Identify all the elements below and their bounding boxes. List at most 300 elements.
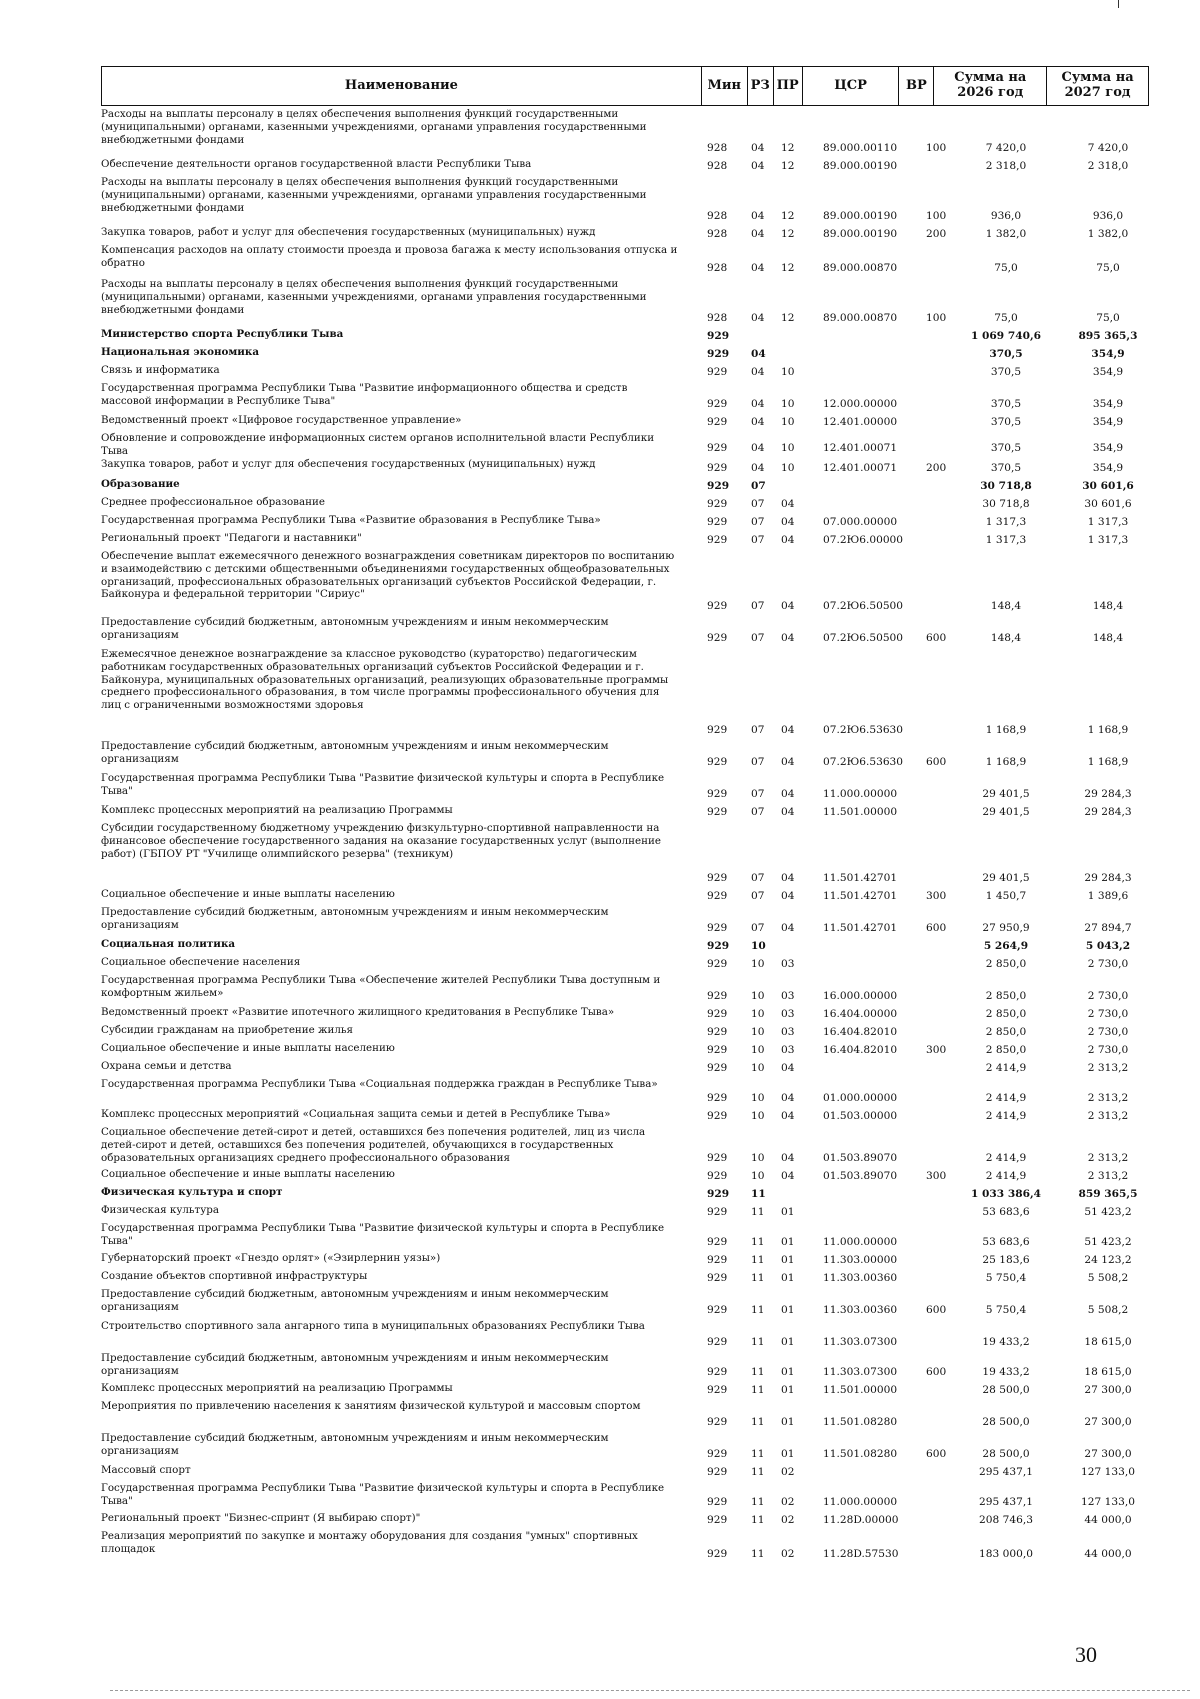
row-min: 929 [707,1110,728,1123]
table-row [101,1318,1149,1350]
row-csr: 11.501.08280 [823,1416,898,1429]
page-number: 30 [1075,1642,1097,1667]
row-min: 929 [707,1336,728,1349]
row-vr: 300 [926,1170,947,1183]
row-sum-2027: 2 730,0 [1087,1026,1129,1039]
row-pr: 01 [781,1336,795,1349]
row-sum-2027: 44 000,0 [1084,1514,1132,1527]
row-rz: 04 [751,210,765,223]
row-vr: 100 [926,312,947,325]
row-sum-2026: 1 382,0 [985,228,1027,241]
row-name: Закупка товаров, работ и услуг для обеспечения государственных (муниципальных) нужд [101,226,596,238]
table-row [101,1480,1149,1510]
row-min: 928 [707,312,728,325]
table-row [101,174,1149,224]
row-sum-2027: 895 365,3 [1078,330,1138,343]
row-csr: 12.401.00071 [823,462,898,475]
row-rz: 07 [751,724,765,737]
row-name: Обеспечение деятельности органов государственной власти Республики Тыва [101,158,532,170]
row-pr: 01 [781,1384,795,1397]
row-sum-2026: 5 750,4 [985,1304,1027,1317]
row-csr: 07.2Ю6.53630 [823,756,904,769]
row-rz: 11 [751,1496,765,1509]
row-sum-2027: 2 313,2 [1087,1110,1129,1123]
row-sum-2026: 1 450,7 [985,890,1027,903]
row-csr: 07.2Ю6.53630 [823,724,904,737]
row-rz: 10 [751,1152,765,1165]
row-min: 929 [707,1188,730,1201]
row-sum-2027: 44 000,0 [1084,1548,1132,1561]
row-min: 929 [707,498,728,511]
table-row [101,530,1149,548]
row-csr: 07.000.00000 [823,516,898,529]
table-row [101,1268,1149,1286]
row-min: 929 [707,1236,728,1249]
row-sum-2026: 53 683,6 [982,1236,1030,1249]
row-rz: 11 [751,1514,765,1527]
row-sum-2027: 1 382,0 [1087,228,1129,241]
row-sum-2027: 27 300,0 [1084,1416,1132,1429]
row-pr: 04 [781,1170,795,1183]
row-sum-2027: 354,9 [1092,366,1124,379]
row-sum-2027: 29 284,3 [1084,872,1132,885]
row-name: Социальная политика [101,938,236,950]
row-min: 929 [707,1026,728,1039]
row-csr: 07.2Ю6.50500 [823,600,904,613]
row-min: 929 [707,872,728,885]
row-rz: 07 [751,498,765,511]
table-row [101,770,1149,802]
row-min: 928 [707,160,728,173]
row-csr: 16.404.82010 [823,1026,898,1039]
row-min: 929 [707,890,728,903]
row-csr: 11.303.00360 [823,1304,898,1317]
row-pr: 10 [781,366,795,379]
table-row [101,802,1149,820]
row-csr: 12.000.00000 [823,398,898,411]
row-rz: 11 [751,1206,765,1219]
row-sum-2027: 354,9 [1092,398,1124,411]
row-min: 929 [707,1008,728,1021]
row-csr: 11.501.42701 [823,890,898,903]
row-min: 929 [707,366,728,379]
row-sum-2027: 75,0 [1096,262,1120,275]
row-sum-2026: 2 414,9 [985,1152,1027,1165]
table-row [101,1350,1149,1380]
row-rz: 04 [751,462,765,475]
row-sum-2027: 859 365,5 [1078,1188,1138,1201]
row-pr: 04 [781,534,795,547]
row-sum-2026: 370,5 [990,366,1022,379]
row-min: 929 [707,958,728,971]
row-name: Связь и информатика [101,364,220,376]
row-name: Министерство спорта Республики Тыва [101,328,344,340]
row-sum-2026: 1 033 386,4 [970,1188,1042,1201]
row-csr: 89.000.00190 [823,210,898,223]
row-name: Ведомственный проект «Цифровое государственное управление» [101,414,462,426]
row-sum-2027: 2 313,2 [1087,1170,1129,1183]
row-pr: 04 [781,922,795,935]
row-sum-2026: 19 433,2 [982,1336,1030,1349]
row-rz: 07 [751,872,765,885]
header-name: Наименование [344,77,458,93]
row-sum-2026: 5 750,4 [985,1272,1027,1285]
row-pr: 04 [781,872,795,885]
table-row [101,1286,1149,1318]
row-name: Предоставление субсидий бюджетным, автономным учреждениям и иным некоммерческим организациям [101,740,609,765]
row-min: 929 [707,724,728,737]
scan-mark [1118,0,1119,8]
row-pr: 04 [781,1062,795,1075]
row-sum-2026: 2 850,0 [985,958,1027,971]
row-rz: 07 [751,480,766,493]
table-row [101,886,1149,904]
row-rz: 11 [751,1188,766,1201]
row-rz: 10 [751,1110,765,1123]
row-sum-2026: 2 850,0 [985,990,1027,1003]
row-name: Расходы на выплаты персоналу в целях обеспечения выполнения функций государственными (муниципальными) органами, казенными учреждениями, органами управления государственными внебюджетными фондами [101,108,647,146]
row-pr: 01 [781,1416,795,1429]
row-min: 929 [707,990,728,1003]
row-pr: 04 [781,1152,795,1165]
row-name: Социальное обеспечение населения [101,956,301,968]
table-row [101,1022,1149,1040]
row-sum-2026: 208 746,3 [979,1514,1033,1527]
row-name: Массовый спорт [101,1464,191,1476]
row-min: 929 [707,1366,728,1379]
row-sum-2027: 29 284,3 [1084,806,1132,819]
row-name: Образование [101,478,180,490]
row-rz: 11 [751,1366,765,1379]
row-name: Социальное обеспечение и иные выплаты населению [101,888,395,900]
row-rz: 11 [751,1416,765,1429]
row-sum-2026: 2 414,9 [985,1092,1027,1105]
table-row [101,614,1149,646]
row-name: Государственная программа Республики Тыва "Развитие физической культуры и спорта в Республике Тыва" [101,772,665,797]
row-pr: 12 [781,262,795,275]
row-sum-2026: 370,5 [990,398,1022,411]
row-pr: 10 [781,462,795,475]
row-sum-2027: 2 313,2 [1087,1062,1129,1075]
table-row [101,1124,1149,1166]
row-sum-2026: 2 414,9 [985,1062,1027,1075]
table-row [101,456,1149,476]
row-pr: 12 [781,228,795,241]
row-sum-2027: 18 615,0 [1084,1366,1132,1379]
row-sum-2026: 2 414,9 [985,1110,1027,1123]
row-pr: 03 [781,1026,795,1039]
table-row [101,954,1149,972]
row-sum-2027: 5 043,2 [1085,940,1131,953]
row-csr: 01.503.00000 [823,1110,898,1123]
row-sum-2026: 2 850,0 [985,1008,1027,1021]
row-name: Ежемесячное денежное вознаграждение за классное руководство (кураторство) педагогическим работникам государственных образовательных организаций субъектов Российской Федерации и г. Байконура, муниципальных образовательных организаций, реализующих образовательные программы среднего профессионального образования, в том числе программы профессионального обучения для лиц с ограниченными возможностями здоровья [101,648,669,712]
row-pr: 04 [781,498,795,511]
row-rz: 07 [751,788,765,801]
row-sum-2026: 7 420,0 [985,142,1027,155]
row-min: 929 [707,1062,728,1075]
table-row [101,904,1149,936]
table-row [101,156,1149,174]
row-min: 929 [707,1548,728,1561]
row-rz: 10 [751,940,766,953]
row-pr: 12 [781,160,795,173]
row-sum-2026: 29 401,5 [982,872,1030,885]
row-rz: 07 [751,516,765,529]
row-name: Создание объектов спортивной инфраструктуры [101,1270,368,1282]
row-pr: 01 [781,1236,795,1249]
row-rz: 11 [751,1466,765,1479]
row-sum-2026: 1 168,9 [985,756,1027,769]
row-csr: 11.000.00000 [823,1236,898,1249]
row-sum-2026: 30 718,8 [982,498,1030,511]
row-sum-2027: 27 300,0 [1084,1384,1132,1397]
row-vr: 200 [926,462,947,475]
row-pr: 04 [781,632,795,645]
row-name: Закупка товаров, работ и услуг для обеспечения государственных (муниципальных) нужд [101,458,596,470]
row-pr: 02 [781,1514,795,1527]
row-rz: 11 [751,1254,765,1267]
row-name: Государственная программа Республики Тыва «Развитие образования в Республике Тыва» [101,514,601,526]
row-csr: 89.000.00190 [823,160,898,173]
row-min: 928 [707,262,728,275]
row-rz: 04 [751,416,765,429]
row-sum-2027: 148,4 [1092,600,1124,613]
row-sum-2026: 370,5 [990,442,1022,455]
row-min: 929 [707,1496,728,1509]
header-sum-2027: Сумма на 2027 год [1046,67,1148,105]
row-name: Национальная экономика [101,346,260,358]
row-name: Предоставление субсидий бюджетным, автономным учреждениям и иным некоммерческим организациям [101,1432,609,1457]
table-row [101,1058,1149,1076]
row-name: Мероприятия по привлечению населения к занятиям физической культурой и массовым спортом [101,1400,641,1412]
row-vr: 600 [926,632,947,645]
row-sum-2026: 295 437,1 [979,1496,1033,1509]
row-sum-2027: 30 601,6 [1084,498,1132,511]
row-rz: 07 [751,600,765,613]
row-sum-2027: 30 601,6 [1082,480,1134,493]
header-vr: ВР [898,67,933,105]
row-sum-2027: 2 730,0 [1087,990,1129,1003]
row-rz: 11 [751,1548,765,1561]
row-min: 928 [707,228,728,241]
table-row [101,1076,1149,1106]
row-sum-2027: 51 423,2 [1084,1206,1132,1219]
row-csr: 01.503.89070 [823,1152,898,1165]
row-pr: 01 [781,1254,795,1267]
table-row [101,1106,1149,1124]
table-row [101,106,1149,156]
table-row [101,1430,1149,1462]
row-vr: 600 [926,1448,947,1461]
row-min: 929 [707,1416,728,1429]
row-pr: 02 [781,1548,795,1561]
row-pr: 04 [781,890,795,903]
row-name: Региональный проект "Педагоги и наставники" [101,532,362,544]
row-name: Физическая культура [101,1204,220,1216]
row-pr: 02 [781,1496,795,1509]
row-csr: 16.404.82010 [823,1044,898,1057]
row-min: 929 [707,806,728,819]
row-name: Обновление и сопровождение информационных систем органов исполнительной власти Республики Тыва [101,432,655,457]
table-row [101,276,1149,326]
row-min: 929 [707,922,728,935]
table-row [101,1398,1149,1430]
row-min: 929 [707,1044,728,1057]
scan-edge [110,1690,1190,1692]
table-row [101,738,1149,770]
row-name: Предоставление субсидий бюджетным, автономным учреждениям и иным некоммерческим организациям [101,1288,609,1313]
row-sum-2027: 2 730,0 [1087,958,1129,971]
row-csr: 11.501.42701 [823,872,898,885]
row-name: Социальное обеспечение и иные выплаты населению [101,1042,395,1054]
row-sum-2027: 354,9 [1091,348,1125,361]
row-sum-2026: 370,5 [990,416,1022,429]
row-name: Губернаторский проект «Гнездо орлят» («Эзирлернин уязы») [101,1252,441,1264]
table-row [101,1166,1149,1184]
row-name: Социальное обеспечение и иные выплаты населению [101,1168,395,1180]
row-sum-2027: 2 313,2 [1087,1092,1129,1105]
table-row [101,1220,1149,1250]
table-row [101,646,1149,738]
row-sum-2026: 370,5 [989,348,1023,361]
table-row [101,362,1149,380]
row-name: Государственная программа Республики Тыва «Обеспечение жителей Республики Тыва доступным и комфортным жильем» [101,974,661,999]
row-pr: 04 [781,788,795,801]
row-name: Предоставление субсидий бюджетным, автономным учреждениям и иным некоммерческим организациям [101,616,609,641]
row-name: Государственная программа Республики Тыва "Развитие физической культуры и спорта в Республике Тыва" [101,1482,665,1507]
table-row [101,512,1149,530]
row-csr: 01.503.89070 [823,1170,898,1183]
header-min: Мин [701,67,747,105]
row-pr: 01 [781,1366,795,1379]
row-rz: 10 [751,958,765,971]
row-rz: 07 [751,534,765,547]
row-name: Субсидии гражданам на приобретение жилья [101,1024,354,1036]
row-sum-2027: 1 168,9 [1087,724,1129,737]
row-name: Компенсация расходов на оплату стоимости проезда и провоза багажа к месту использования отпуска и обратно [101,244,678,269]
row-min: 928 [707,142,728,155]
row-min: 929 [707,1304,728,1317]
row-sum-2027: 5 508,2 [1087,1304,1129,1317]
table-row [101,972,1149,1004]
row-pr: 10 [781,398,795,411]
row-csr: 07.2Ю6.00000 [823,534,904,547]
row-sum-2026: 75,0 [994,262,1018,275]
table-row [101,1380,1149,1398]
row-vr: 600 [926,756,947,769]
row-sum-2026: 295 437,1 [979,1466,1033,1479]
row-sum-2026: 75,0 [994,312,1018,325]
row-vr: 600 [926,1366,947,1379]
row-rz: 07 [751,890,765,903]
row-min: 929 [707,1152,728,1165]
row-csr: 16.000.00000 [823,990,898,1003]
row-name: Предоставление субсидий бюджетным, автономным учреждениям и иным некоммерческим организациям [101,906,609,931]
row-pr: 04 [781,724,795,737]
row-sum-2027: 27 894,7 [1084,922,1132,935]
row-rz: 11 [751,1384,765,1397]
row-pr: 02 [781,1466,795,1479]
row-csr: 11.501.00000 [823,1384,898,1397]
row-sum-2026: 27 950,9 [982,922,1030,935]
row-sum-2027: 1 317,3 [1087,534,1129,547]
row-csr: 11.501.42701 [823,922,898,935]
row-pr: 12 [781,142,795,155]
row-name: Субсидии государственному бюджетному учреждению физкультурно-спортивной направленности на финансовое обеспечение государственного задания на оказание государственных услуг (выполнение работ) (ГБПОУ РТ "Училище олимпийского резерва" (техникум) [101,822,661,860]
row-sum-2027: 354,9 [1092,442,1124,455]
row-vr: 100 [926,142,947,155]
row-csr: 11.303.07300 [823,1336,898,1349]
row-name: Ведомственный проект «Развитие ипотечного жилищного кредитования в Республике Тыва» [101,1006,615,1018]
row-sum-2026: 29 401,5 [982,788,1030,801]
row-sum-2027: 7 420,0 [1087,142,1129,155]
table-row [101,344,1149,362]
row-pr: 04 [781,600,795,613]
row-pr: 04 [781,806,795,819]
row-sum-2026: 30 718,8 [980,480,1032,493]
row-pr: 04 [781,1110,795,1123]
row-sum-2026: 148,4 [990,600,1022,613]
row-sum-2026: 370,5 [990,462,1022,475]
row-csr: 11.000.00000 [823,1496,898,1509]
row-sum-2027: 127 133,0 [1081,1466,1135,1479]
row-sum-2027: 2 318,0 [1087,160,1129,173]
row-rz: 11 [751,1236,765,1249]
row-pr: 04 [781,756,795,769]
row-csr: 89.000.00110 [823,142,898,155]
row-name: Обеспечение выплат ежемесячного денежного вознаграждения советникам директоров по воспитанию и взаимодействию с детскими общественными объединениями государственных общеобразовательных организаций, профессиональных образовательных организаций субъектов Российской Федерации, г. Байконура и федеральной территории "Сириус" [101,550,675,601]
row-pr: 03 [781,990,795,1003]
row-sum-2026: 28 500,0 [982,1416,1030,1429]
table-row [101,494,1149,512]
row-pr: 01 [781,1304,795,1317]
row-min: 929 [707,1514,728,1527]
table-row [101,1528,1149,1562]
table-row [101,548,1149,614]
table-row [101,430,1149,456]
row-csr: 11.28D.00000 [823,1514,899,1527]
table-row [101,1462,1149,1480]
row-min: 929 [707,348,730,361]
row-csr: 11.303.00000 [823,1254,898,1267]
row-csr: 01.000.00000 [823,1092,898,1105]
row-rz: 04 [751,442,765,455]
row-vr: 300 [926,1044,947,1057]
row-min: 929 [707,534,728,547]
row-rz: 11 [751,1336,765,1349]
table-row [101,936,1149,954]
row-sum-2026: 5 264,9 [983,940,1029,953]
row-rz: 04 [751,160,765,173]
row-sum-2026: 53 683,6 [982,1206,1030,1219]
table-row [101,412,1149,430]
row-rz: 04 [751,228,765,241]
row-rz: 04 [751,262,765,275]
row-csr: 11.28D.57530 [823,1548,899,1561]
row-pr: 01 [781,1448,795,1461]
row-sum-2026: 2 850,0 [985,1044,1027,1057]
row-name: Комплекс процессных мероприятий на реализацию Программы [101,804,453,816]
row-sum-2027: 2 730,0 [1087,1044,1129,1057]
row-sum-2026: 1 317,3 [985,516,1027,529]
row-rz: 07 [751,756,765,769]
row-sum-2027: 354,9 [1092,416,1124,429]
row-min: 929 [707,1272,728,1285]
row-rz: 07 [751,806,765,819]
row-sum-2027: 24 123,2 [1084,1254,1132,1267]
row-sum-2027: 2 313,2 [1087,1152,1129,1165]
